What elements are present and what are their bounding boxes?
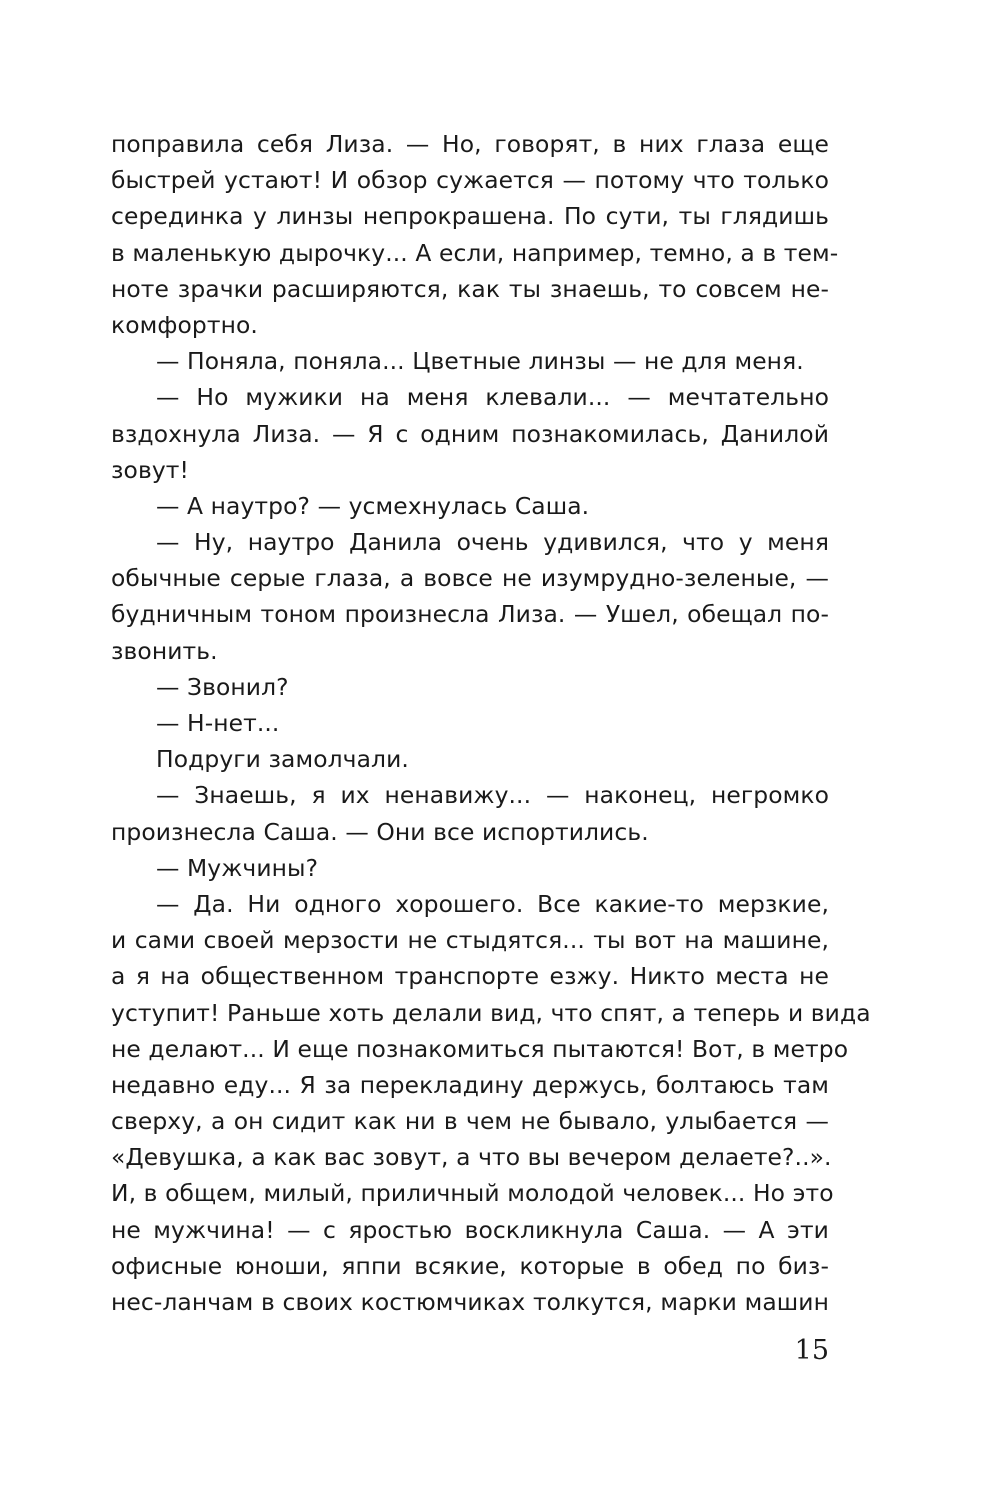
text-line: зовут! bbox=[111, 455, 189, 484]
text-line: не делают... И еще познакомиться пытаются! Вот, в метро bbox=[111, 1034, 849, 1063]
text-line: не мужчина! — с яростью воскликнула Саша. — А эти bbox=[111, 1215, 829, 1244]
text-line: поправила себя Лиза. — Но, говорят, в них глаза еще bbox=[111, 130, 829, 158]
text-line: — Звонил? bbox=[156, 672, 289, 701]
text-line: быстрей устают! И обзор сужается — потому что только bbox=[111, 166, 829, 195]
text-line: серединка у линзы непрокрашена. По сути, ты глядишь bbox=[111, 202, 829, 231]
text-line: сверху, а он сидит как ни в чем не бывало, улыбается — bbox=[111, 1107, 829, 1136]
text-line: произнесла Саша. — Они все испортились. bbox=[111, 817, 649, 846]
text-line: уступит! Раньше хоть делали вид, что спят, а теперь и вида bbox=[111, 998, 871, 1027]
page-body-text bbox=[111, 126, 871, 1320]
text-line: комфортно. bbox=[111, 310, 258, 339]
text-line: звонить. bbox=[111, 636, 218, 665]
text-line: будничным тоном произнесла Лиза. — Ушел, обещал по- bbox=[111, 600, 829, 629]
page-number: 15 bbox=[794, 1335, 829, 1366]
text-line: в маленькую дырочку... А если, например, темно, а в тем- bbox=[111, 238, 839, 267]
text-line: — А наутро? — усмехнулась Саша. bbox=[156, 491, 590, 520]
text-line: Подруги замолчали. bbox=[156, 745, 409, 774]
text-line: «Девушка, а как вас зовут, а что вы вечером делаете?..». bbox=[111, 1143, 832, 1172]
text-line: ноте зрачки расширяются, как ты знаешь, то совсем не- bbox=[111, 274, 829, 303]
text-line: офисные юноши, яппи всякие, которые в обед по биз- bbox=[111, 1251, 829, 1280]
text-line: — Знаешь, я их ненавижу... — наконец, негромко bbox=[156, 781, 829, 810]
text-line: — Н-нет... bbox=[156, 709, 280, 737]
text-line: вздохнула Лиза. — Я с одним познакомилась, Данилой bbox=[111, 419, 829, 448]
text-line: — Поняла, поняла... Цветные линзы — не для меня. bbox=[156, 347, 804, 376]
text-line: а я на общественном транспорте езжу. Никто места не bbox=[111, 962, 829, 991]
text-line: — Ну, наутро Данила очень удивился, что у меня bbox=[156, 528, 829, 557]
text-line: — Мужчины? bbox=[156, 853, 319, 882]
text-line: и сами своей мерзости не стыдятся... ты вот на машине, bbox=[111, 926, 829, 955]
text-line: И, в общем, милый, приличный молодой человек... Но это bbox=[111, 1179, 834, 1208]
text-line: обычные серые глаза, а вовсе не изумрудно-зеленые, — bbox=[111, 564, 829, 593]
text-line: нес-ланчам в своих костюмчиках толкутся, марки машин bbox=[111, 1288, 829, 1316]
text-line: — Да. Ни одного хорошего. Все какие-то мерзкие, bbox=[156, 889, 829, 918]
text-line: — Но мужики на меня клевали... — мечтательно bbox=[156, 383, 829, 412]
text-line: недавно еду... Я за перекладину держусь, болтаюсь там bbox=[111, 1070, 829, 1099]
